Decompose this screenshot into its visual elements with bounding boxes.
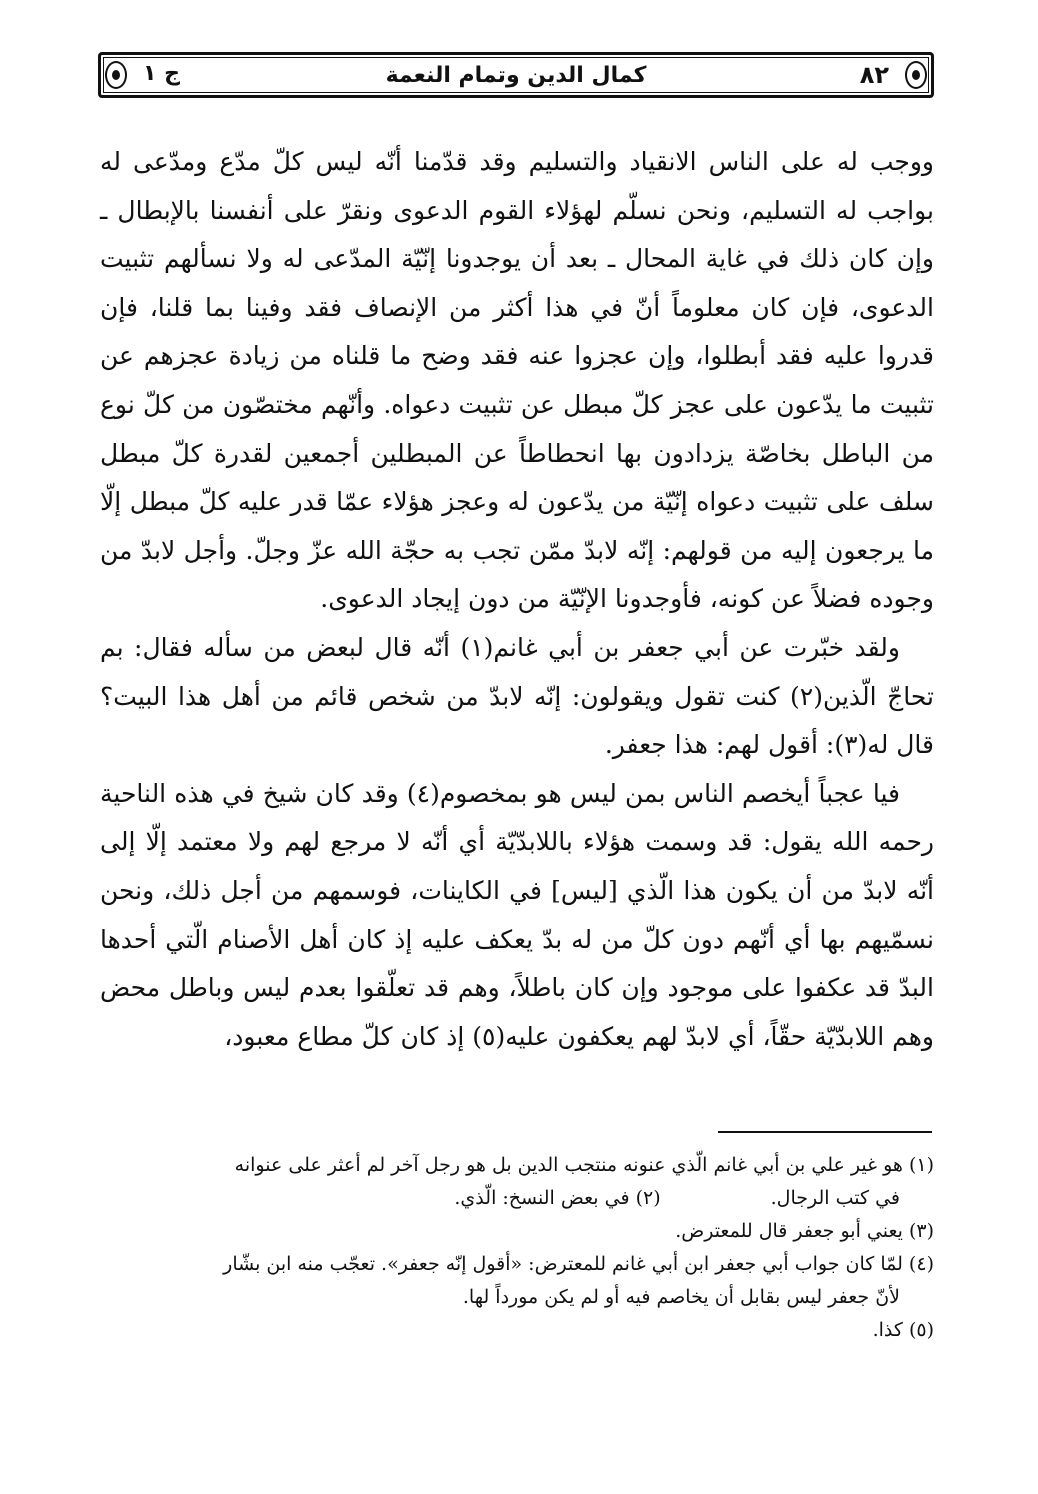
footnote-1: (١) هو غير علي بن أبي غانم الّذي عنونه منتجب الدين بل هو رجل آخر لم أعثر على عنوانه [234, 1154, 934, 1176]
volume-label: ج ١ [143, 61, 180, 86]
paragraph: فيا عجباً أيخصم الناس بمن ليس هو بمخصوم(٤) وقد كان شيخ في هذه الناحية رحمه الله يقول: قد وسمت هؤلاء باللابدّيّة أي أنّه لا مرجع لهم ولا معتمد إلّا إلى أنّه لابدّ من أن يكون هذا الّذي [ليس] في الكاينات، فوسمهم من أجل ذلك، ونحن نسمّيهم بها أي أنّهم دون كلّ من له بدّ يعكف عليه إذ كان أهل الأصنام الّتي أحدها البدّ قد عكفوا على موجود وإن كان باطلاً، وهم قد تعلّقوا بعدم ليس وباطل محض وهم اللابدّيّة حقّاً، أي لابدّ لهم يعكفون عليه(٥) إذ كان كلّ مطاع معبود، [100, 778, 934, 1051]
main-text [100, 138, 934, 1061]
footnote-separator [718, 1131, 932, 1133]
footnote-1-continuation: في كتب الرجال. [770, 1187, 900, 1209]
footnote-line [100, 1182, 934, 1215]
paragraph: ووجب له على الناس الانقياد والتسليم وقد قدّمنا أنّه ليس كلّ مدّع ومدّعى له بواجب له التسليم، ونحن نسلّم لهؤلاء القوم الدعوى ونقرّ على أنفسنا بالإبطال ـ وإن كان ذلك في غاية المحال ـ بعد أن يوجدونا إنّيّة المدّعى له ولا نسألهم تثبيت الدعوى، فإن كان معلوماً أنّ في هذا أكثر من الإنصاف فقد وفينا بما قلنا، فإن قدروا عليه فقد أبطلوا، وإن عجزوا عنه فقد وضح ما قلناه من زيادة عجزهم عن تثبيت ما يدّعون على عجز كلّ مبطل عن تثبيت دعواه. وأنّهم مختصّون من كلّ نوع من الباطل بخاصّة يزدادون بها انحطاطاً عن المبطلين أجمعين لقدرة كلّ مبطل سلف على تثبيت دعواه إنّيّة من يدّعون له وعجز هؤلاء عمّا قدر عليه كلّ مبطل إلّا ما يرجعون إليه من قولهم: إنّه لابدّ ممّن تجب به حجّة الله عزّ وجلّ. وأجل لابدّ من وجوده فضلاً عن كونه، فأوجدونا الإنّيّة من دون إيجاد الدعوى. [100, 147, 934, 614]
footnotes [100, 1149, 934, 1347]
footnote-4: (٤) لمّا كان جواب أبي جعفر ابن أبي غانم للمعترض: «أقول إنّه جعفر». تعجّب منه ابن بشّار [223, 1253, 934, 1275]
page-number: ٨٢ [859, 61, 889, 89]
paragraph: ولقد خبّرت عن أبي جعفر بن أبي غانم(١) أنّه قال لبعض من سأله فقال: بم تحاجّ الّذين(٢) كنت تقول ويقولون: إنّه لابدّ من شخص قائم من أهل هذا البيت؟ قال له(٣): أقول لهم: هذا جعفر. [100, 632, 934, 760]
footnote-3: (٣) يعني أبو جعفر قال للمعترض. [675, 1220, 934, 1242]
book-title: كمال الدين وتمام النعمة [385, 63, 647, 88]
footnote-4-continuation: لأنّ جعفر ليس بقابل أن يخاصم فيه أو لم يكن مورداً لها. [462, 1286, 900, 1308]
footnote-2: (٢) في بعض النسخ: الّذي. [454, 1187, 661, 1209]
footnote-5: (٥) كذا. [872, 1319, 934, 1341]
running-header [98, 52, 934, 98]
